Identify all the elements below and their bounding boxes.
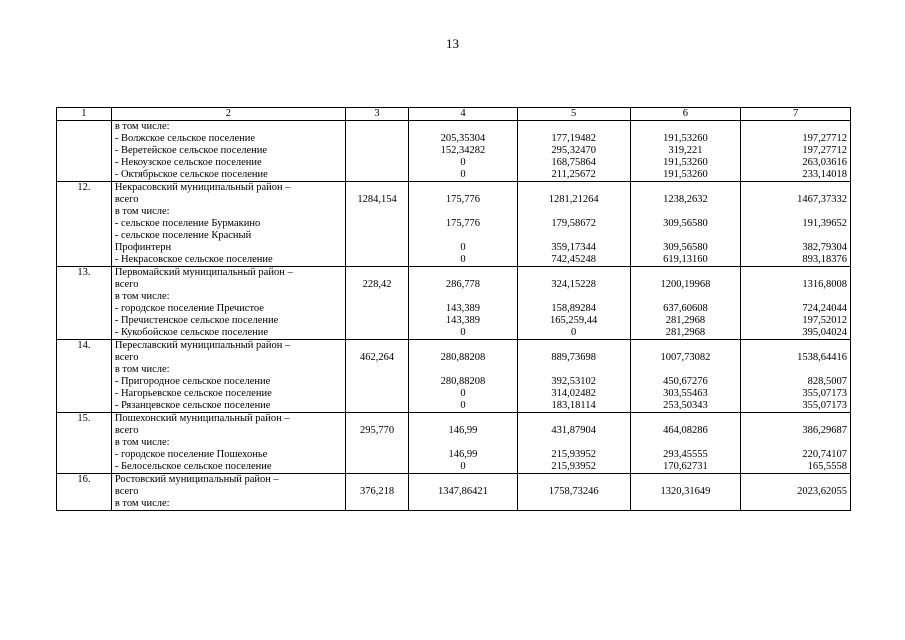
cell-line: [744, 267, 847, 279]
cell-line: [349, 388, 405, 400]
cell-line: [521, 206, 627, 218]
cell-line: 253,50343: [663, 400, 708, 411]
cell-line: 395,04024: [802, 327, 847, 338]
cell-line: 1281,21264: [548, 194, 599, 205]
value-cell-col6: [630, 182, 741, 267]
cell-line: [521, 437, 627, 449]
cell-line: [412, 413, 514, 425]
cell-line: 228,42: [362, 279, 392, 290]
cell-line: 211,25672: [551, 169, 596, 180]
cell-line: [349, 254, 405, 266]
cell-line: - Пречистенское сельское поселение: [114, 315, 279, 326]
cell-line: [349, 133, 405, 145]
cell-line: [634, 364, 738, 376]
cell-line: 1316,8008: [802, 279, 847, 290]
value-cell-col7: [741, 413, 851, 474]
cell-line: [634, 230, 738, 242]
cell-line: Пошехонский муниципальный район –: [114, 413, 290, 424]
value-cell-col4: [409, 121, 518, 182]
cell-line: [634, 498, 738, 510]
table-row: [57, 267, 851, 340]
cell-line: в том числе:: [114, 121, 170, 132]
column-header: 5: [517, 108, 630, 121]
cell-line: [521, 413, 627, 425]
cell-line: - Некоузское сельское поселение: [114, 157, 262, 168]
cell-line: 191,53260: [663, 157, 708, 168]
cell-line: 177,19482: [551, 133, 596, 144]
cell-line: [521, 267, 627, 279]
cell-line: - Некрасовское сельское поселение: [114, 254, 273, 265]
value-cell-col7: [741, 182, 851, 267]
value-cell-col4: [409, 182, 518, 267]
value-cell-col7: [741, 121, 851, 182]
cell-line: 143,389: [445, 315, 481, 326]
cell-line: [521, 121, 627, 133]
cell-line: [744, 230, 847, 242]
cell-line: всего: [114, 425, 139, 436]
cell-line: 314,02482: [551, 388, 596, 399]
cell-line: 179,58672: [551, 218, 596, 229]
cell-line: в том числе:: [114, 498, 170, 509]
value-cell-col4: [409, 413, 518, 474]
cell-line: [349, 218, 405, 230]
cell-line: [521, 182, 627, 194]
cell-line: 1347,86421: [438, 486, 488, 497]
district-name-cell: [111, 474, 345, 511]
cell-line: 1758,73246: [548, 486, 599, 497]
cell-line: 168,75864: [551, 157, 596, 168]
value-cell-col3: [345, 267, 408, 340]
cell-line: 281,2968: [665, 327, 706, 338]
cell-line: [412, 230, 514, 242]
cell-line: [412, 121, 514, 133]
column-header: 1: [57, 108, 112, 121]
cell-line: 293,45555: [663, 449, 708, 460]
cell-line: 0: [571, 327, 577, 338]
district-name-cell: [111, 121, 345, 182]
value-cell-col6: [630, 474, 741, 511]
value-cell-col3: [345, 121, 408, 182]
cell-line: 0: [460, 169, 466, 180]
row-number-cell: [57, 182, 112, 267]
cell-line: всего: [114, 352, 139, 363]
cell-line: всего: [114, 279, 139, 290]
cell-line: [521, 230, 627, 242]
cell-line: 1238,2632: [663, 194, 708, 205]
table-row: [57, 121, 851, 182]
cell-line: 0: [460, 242, 466, 253]
cell-line: [412, 340, 514, 352]
cell-line: [349, 340, 405, 352]
cell-line: - сельское поселение Красный: [114, 230, 252, 241]
cell-line: [521, 340, 627, 352]
cell-line: [744, 206, 847, 218]
cell-line: 742,45248: [551, 254, 596, 265]
table-row: [57, 340, 851, 413]
cell-line: 0: [460, 327, 466, 338]
column-header: 6: [630, 108, 741, 121]
cell-line: 1320,31649: [660, 486, 711, 497]
cell-line: [521, 498, 627, 510]
cell-line: [349, 303, 405, 315]
table-body: [57, 121, 851, 511]
column-header: 4: [409, 108, 518, 121]
cell-line: 152,34282: [440, 145, 486, 156]
cell-line: 191,53260: [663, 133, 708, 144]
cell-line: 382,79304: [802, 242, 847, 253]
column-header: 7: [741, 108, 851, 121]
cell-line: 280,88208: [440, 352, 486, 363]
district-name-cell: [111, 340, 345, 413]
cell-line: [412, 291, 514, 303]
table-row: [57, 474, 851, 511]
cell-line: 233,14018: [802, 169, 847, 180]
cell-line: [349, 376, 405, 388]
cell-line: [634, 182, 738, 194]
cell-line: 309,56580: [663, 218, 708, 229]
row-number: 14.: [77, 340, 91, 351]
cell-line: 464,08286: [663, 425, 708, 436]
row-number: 15.: [77, 413, 91, 424]
row-number-cell: [57, 413, 112, 474]
cell-line: [349, 498, 405, 510]
budget-table: [56, 107, 851, 511]
cell-line: [349, 413, 405, 425]
cell-line: 197,27712: [802, 133, 847, 144]
cell-line: [744, 291, 847, 303]
cell-line: - Веретейское сельское поселение: [114, 145, 268, 156]
cell-line: [349, 242, 405, 254]
cell-line: [412, 474, 514, 486]
cell-line: Переславский муниципальный район –: [114, 340, 291, 351]
cell-line: [412, 437, 514, 449]
cell-line: [634, 340, 738, 352]
row-number: 12.: [77, 182, 91, 193]
cell-line: 376,218: [359, 486, 395, 497]
cell-line: 392,53102: [551, 376, 596, 387]
cell-line: 359,17344: [551, 242, 596, 253]
cell-line: [744, 498, 847, 510]
cell-line: [634, 121, 738, 133]
cell-line: [634, 206, 738, 218]
cell-line: 158,89284: [551, 303, 596, 314]
district-name-cell: [111, 267, 345, 340]
cell-line: 280,88208: [440, 376, 486, 387]
cell-line: [634, 474, 738, 486]
cell-line: 1538,64416: [797, 352, 847, 363]
cell-line: [349, 474, 405, 486]
cell-line: 0: [460, 254, 466, 265]
cell-line: [521, 474, 627, 486]
cell-line: 197,52012: [802, 315, 847, 326]
cell-line: [349, 230, 405, 242]
value-cell-col3: [345, 474, 408, 511]
cell-line: 175,776: [445, 194, 481, 205]
row-number: 13.: [77, 267, 91, 278]
value-cell-col3: [345, 182, 408, 267]
cell-line: [744, 474, 847, 486]
cell-line: [744, 121, 847, 133]
cell-line: Некрасовский муниципальный район –: [114, 182, 291, 193]
cell-line: - Кукобойское сельское поселение: [114, 327, 269, 338]
cell-line: всего: [114, 486, 139, 497]
value-cell-col5: [517, 182, 630, 267]
value-cell-col5: [517, 267, 630, 340]
cell-line: [634, 267, 738, 279]
cell-line: 165,5558: [807, 461, 847, 472]
table-row: [57, 413, 851, 474]
cell-line: [634, 413, 738, 425]
cell-line: в том числе:: [114, 206, 170, 217]
cell-line: 724,24044: [802, 303, 847, 314]
value-cell-col3: [345, 340, 408, 413]
cell-line: [349, 327, 405, 339]
value-cell-col3: [345, 413, 408, 474]
row-number-cell: [57, 340, 112, 413]
cell-line: [744, 364, 847, 376]
cell-line: 893,18376: [802, 254, 847, 265]
row-number-cell: [57, 267, 112, 340]
cell-line: в том числе:: [114, 364, 170, 375]
row-number-cell: [57, 121, 112, 182]
cell-line: 205,35304: [440, 133, 486, 144]
cell-line: [412, 498, 514, 510]
cell-line: в том числе:: [114, 437, 170, 448]
cell-line: 303,55463: [663, 388, 708, 399]
cell-line: 295,32470: [551, 145, 596, 156]
cell-line: 355,07173: [802, 400, 847, 411]
value-cell-col6: [630, 413, 741, 474]
cell-line: [412, 182, 514, 194]
cell-line: [349, 315, 405, 327]
cell-line: [349, 461, 405, 473]
cell-line: 197,27712: [802, 145, 847, 156]
cell-line: 2023,62055: [797, 486, 847, 497]
cell-line: - городское поселение Пошехонье: [114, 449, 268, 460]
cell-line: [349, 145, 405, 157]
cell-line: 143,389: [445, 303, 481, 314]
cell-line: 286,778: [445, 279, 481, 290]
value-cell-col7: [741, 340, 851, 413]
cell-line: 215,93952: [551, 461, 596, 472]
value-cell-col5: [517, 121, 630, 182]
cell-line: 1007,73082: [660, 352, 711, 363]
row-number-cell: [57, 474, 112, 511]
cell-line: 281,2968: [665, 315, 706, 326]
page-number: 13: [446, 36, 459, 51]
row-number: 16.: [77, 474, 91, 485]
cell-line: 619,13160: [663, 254, 708, 265]
cell-line: 1200,19968: [660, 279, 711, 290]
value-cell-col6: [630, 267, 741, 340]
value-cell-col7: [741, 474, 851, 511]
cell-line: [412, 364, 514, 376]
table-header-row: [57, 108, 851, 121]
cell-line: в том числе:: [114, 291, 170, 302]
cell-line: 450,67276: [663, 376, 708, 387]
cell-line: 462,264: [359, 352, 395, 363]
cell-line: [412, 206, 514, 218]
cell-line: 0: [460, 400, 466, 411]
cell-line: 295,770: [359, 425, 395, 436]
cell-line: всего: [114, 194, 139, 205]
cell-line: [521, 364, 627, 376]
cell-line: 146,99: [448, 449, 478, 460]
cell-line: - Рязанцевское сельское поселение: [114, 400, 271, 411]
cell-line: 170,62731: [663, 461, 708, 472]
cell-line: 165,259,44: [550, 315, 598, 326]
cell-line: - сельское поселение Бурмакино: [114, 218, 261, 229]
cell-line: [349, 437, 405, 449]
cell-line: Профинтерн: [114, 242, 172, 253]
value-cell-col5: [517, 474, 630, 511]
district-name-cell: [111, 413, 345, 474]
cell-line: 263,03616: [802, 157, 847, 168]
cell-line: [634, 437, 738, 449]
cell-line: 828,5007: [807, 376, 847, 387]
cell-line: - Белосельское сельское поселение: [114, 461, 272, 472]
table-row: [57, 182, 851, 267]
value-cell-col6: [630, 340, 741, 413]
cell-line: 1467,37332: [797, 194, 847, 205]
cell-line: 0: [460, 388, 466, 399]
value-cell-col4: [409, 340, 518, 413]
cell-line: 215,93952: [551, 449, 596, 460]
cell-line: 319,221: [668, 145, 703, 156]
cell-line: 386,29687: [802, 425, 847, 436]
cell-line: Первомайский муниципальный район –: [114, 267, 293, 278]
cell-line: [412, 267, 514, 279]
value-cell-col6: [630, 121, 741, 182]
cell-line: [349, 291, 405, 303]
cell-line: 0: [460, 157, 466, 168]
cell-line: - Пригородное сельское поселение: [114, 376, 271, 387]
value-cell-col4: [409, 267, 518, 340]
cell-line: [349, 182, 405, 194]
cell-line: 191,39652: [802, 218, 847, 229]
cell-line: [349, 267, 405, 279]
cell-line: [744, 340, 847, 352]
cell-line: [349, 206, 405, 218]
cell-line: 0: [460, 461, 466, 472]
cell-line: [521, 291, 627, 303]
cell-line: [744, 182, 847, 194]
cell-line: 146,99: [448, 425, 478, 436]
cell-line: [744, 437, 847, 449]
cell-line: - Нагорьевское сельское поселение: [114, 388, 272, 399]
cell-line: 175,776: [445, 218, 481, 229]
cell-line: - Волжское сельское поселение: [114, 133, 256, 144]
cell-line: 355,07173: [802, 388, 847, 399]
cell-line: 431,87904: [551, 425, 596, 436]
cell-line: [349, 121, 405, 133]
cell-line: 309,56580: [663, 242, 708, 253]
cell-line: 1284,154: [357, 194, 397, 205]
cell-line: 889,73698: [551, 352, 596, 363]
value-cell-col5: [517, 340, 630, 413]
cell-line: - городское поселение Пречистое: [114, 303, 264, 314]
cell-line: [349, 157, 405, 169]
cell-line: [349, 400, 405, 412]
value-cell-col4: [409, 474, 518, 511]
cell-line: 324,15228: [551, 279, 596, 290]
cell-line: 220,74107: [802, 449, 847, 460]
cell-line: [349, 169, 405, 181]
value-cell-col5: [517, 413, 630, 474]
value-cell-col7: [741, 267, 851, 340]
cell-line: [634, 291, 738, 303]
cell-line: 637,60608: [663, 303, 708, 314]
cell-line: [744, 413, 847, 425]
cell-line: [349, 449, 405, 461]
column-header: 2: [111, 108, 345, 121]
cell-line: Ростовский муниципальный район –: [114, 474, 279, 485]
district-name-cell: [111, 182, 345, 267]
cell-line: - Октябрьское сельское поселение: [114, 169, 268, 180]
cell-line: 183,18114: [551, 400, 596, 411]
cell-line: 191,53260: [663, 169, 708, 180]
cell-line: [349, 364, 405, 376]
column-header: 3: [345, 108, 408, 121]
row-number: [60, 121, 108, 133]
